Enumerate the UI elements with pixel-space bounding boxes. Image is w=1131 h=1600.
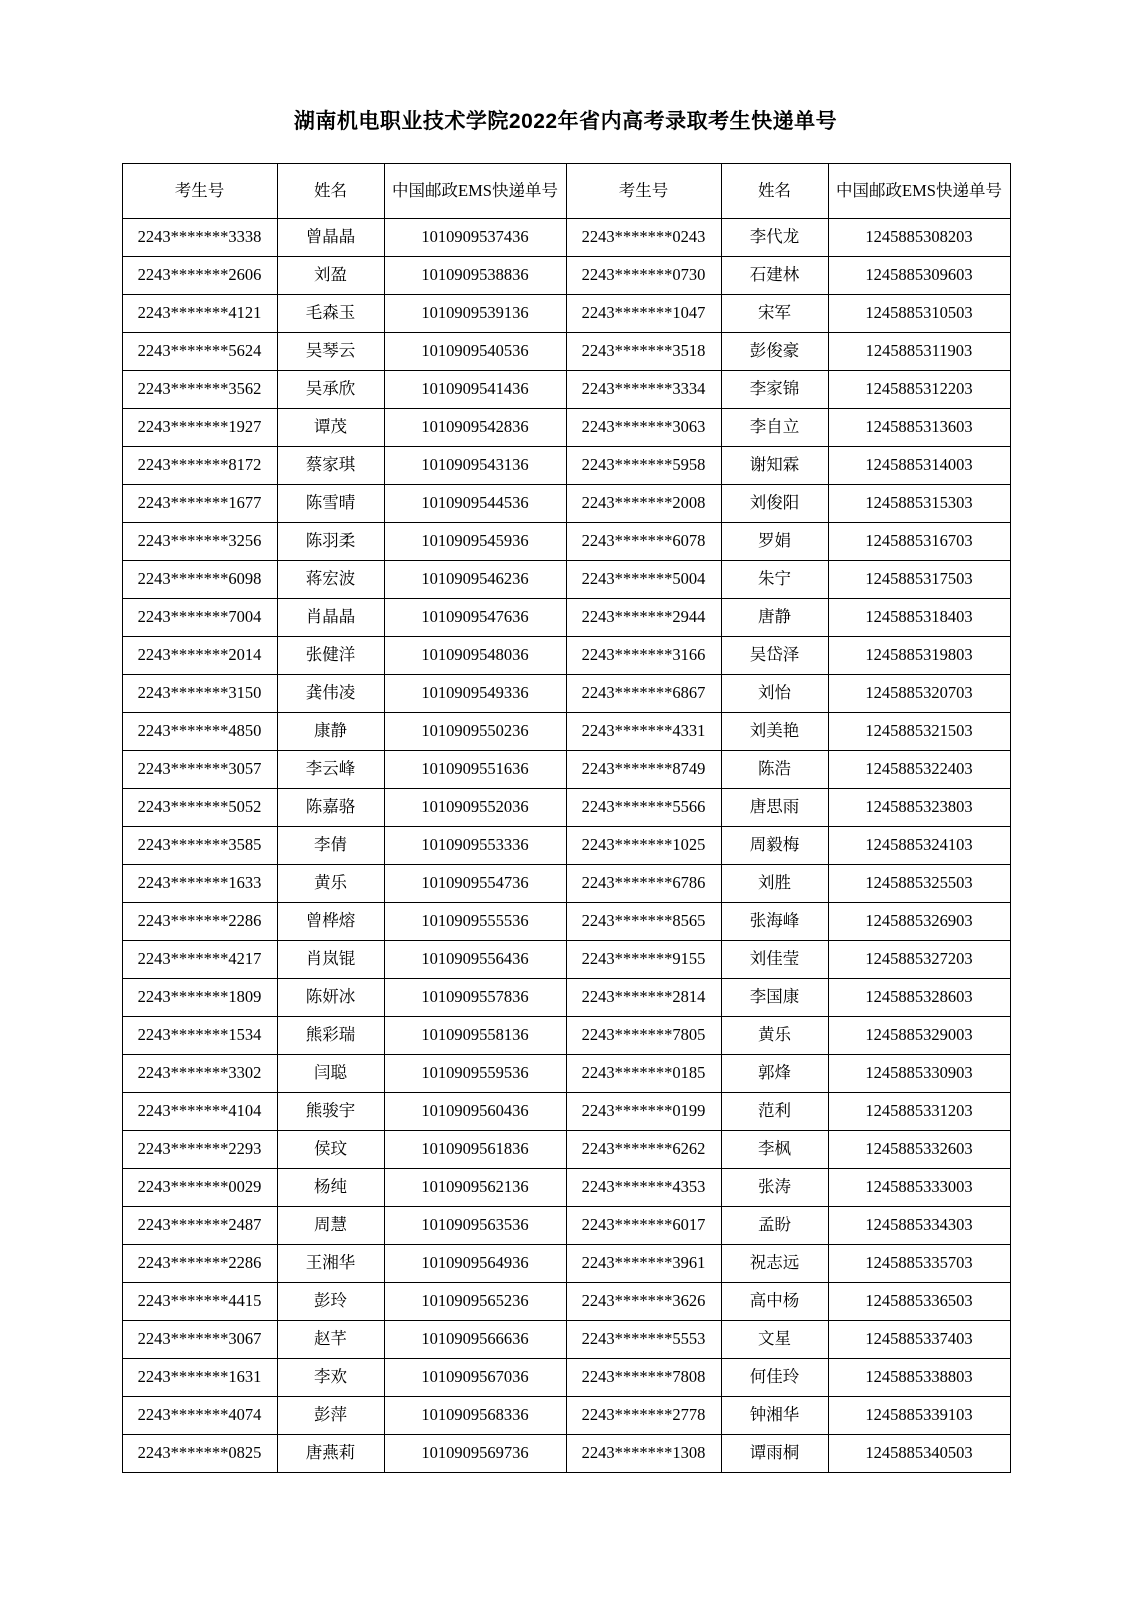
table-row — [122, 371, 1010, 409]
cell-exam-id-left: 2243*******4217 — [122, 941, 277, 979]
cell-name-right: 彭俊豪 — [721, 333, 828, 371]
table-row — [122, 219, 1010, 257]
cell-exam-id-left: 2243*******3302 — [122, 1055, 277, 1093]
cell-exam-id-right: 2243*******0199 — [566, 1093, 721, 1131]
cell-name-right: 刘佳莹 — [721, 941, 828, 979]
cell-ems-left: 1010909554736 — [384, 865, 566, 903]
cell-ems-right: 1245885310503 — [828, 295, 1010, 333]
cell-ems-left: 1010909543136 — [384, 447, 566, 485]
cell-ems-right: 1245885308203 — [828, 219, 1010, 257]
cell-exam-id-right: 2243*******2008 — [566, 485, 721, 523]
cell-exam-id-right: 2243*******2814 — [566, 979, 721, 1017]
cell-exam-id-left: 2243*******0029 — [122, 1169, 277, 1207]
cell-name-right: 钟湘华 — [721, 1397, 828, 1435]
cell-exam-id-left: 2243*******2487 — [122, 1207, 277, 1245]
table-header-row — [122, 164, 1010, 219]
cell-exam-id-left: 2243*******4415 — [122, 1283, 277, 1321]
cell-ems-right: 1245885326903 — [828, 903, 1010, 941]
cell-exam-id-right: 2243*******8749 — [566, 751, 721, 789]
table-row — [122, 637, 1010, 675]
cell-ems-right: 1245885316703 — [828, 523, 1010, 561]
cell-ems-left: 1010909560436 — [384, 1093, 566, 1131]
cell-name-left: 龚伟凌 — [277, 675, 384, 713]
cell-name-right: 李自立 — [721, 409, 828, 447]
cell-exam-id-left: 2243*******1534 — [122, 1017, 277, 1055]
cell-ems-left: 1010909561836 — [384, 1131, 566, 1169]
cell-exam-id-left: 2243*******7004 — [122, 599, 277, 637]
cell-name-right: 李枫 — [721, 1131, 828, 1169]
table-row — [122, 599, 1010, 637]
cell-exam-id-right: 2243*******5566 — [566, 789, 721, 827]
cell-exam-id-left: 2243*******8172 — [122, 447, 277, 485]
cell-exam-id-right: 2243*******6078 — [566, 523, 721, 561]
cell-name-left: 李倩 — [277, 827, 384, 865]
cell-name-right: 周毅梅 — [721, 827, 828, 865]
cell-ems-left: 1010909568336 — [384, 1397, 566, 1435]
cell-ems-left: 1010909544536 — [384, 485, 566, 523]
cell-name-left: 肖岚锟 — [277, 941, 384, 979]
cell-exam-id-right: 2243*******1047 — [566, 295, 721, 333]
cell-name-right: 范利 — [721, 1093, 828, 1131]
cell-ems-left: 1010909548036 — [384, 637, 566, 675]
cell-exam-id-left: 2243*******2286 — [122, 1245, 277, 1283]
cell-ems-right: 1245885330903 — [828, 1055, 1010, 1093]
cell-name-right: 陈浩 — [721, 751, 828, 789]
cell-exam-id-right: 2243*******6017 — [566, 1207, 721, 1245]
cell-ems-left: 1010909566636 — [384, 1321, 566, 1359]
cell-name-right: 张涛 — [721, 1169, 828, 1207]
cell-ems-left: 1010909563536 — [384, 1207, 566, 1245]
cell-exam-id-right: 2243*******3063 — [566, 409, 721, 447]
cell-name-right: 张海峰 — [721, 903, 828, 941]
cell-ems-right: 1245885338803 — [828, 1359, 1010, 1397]
cell-ems-right: 1245885336503 — [828, 1283, 1010, 1321]
cell-name-left: 熊骏宇 — [277, 1093, 384, 1131]
cell-name-right: 高中杨 — [721, 1283, 828, 1321]
cell-name-right: 朱宁 — [721, 561, 828, 599]
cell-exam-id-left: 2243*******2014 — [122, 637, 277, 675]
cell-exam-id-right: 2243*******5553 — [566, 1321, 721, 1359]
cell-ems-left: 1010909565236 — [384, 1283, 566, 1321]
cell-ems-right: 1245885328603 — [828, 979, 1010, 1017]
cell-exam-id-right: 2243*******9155 — [566, 941, 721, 979]
cell-ems-right: 1245885314003 — [828, 447, 1010, 485]
column-header-name-left: 姓名 — [277, 164, 384, 219]
cell-exam-id-right: 2243*******3961 — [566, 1245, 721, 1283]
cell-name-left: 张健洋 — [277, 637, 384, 675]
cell-name-right: 文星 — [721, 1321, 828, 1359]
cell-ems-right: 1245885324103 — [828, 827, 1010, 865]
cell-name-right: 唐静 — [721, 599, 828, 637]
cell-name-left: 吴琴云 — [277, 333, 384, 371]
cell-exam-id-left: 2243*******3256 — [122, 523, 277, 561]
cell-ems-left: 1010909557836 — [384, 979, 566, 1017]
table-row — [122, 979, 1010, 1017]
cell-name-right: 祝志远 — [721, 1245, 828, 1283]
cell-exam-id-right: 2243*******1025 — [566, 827, 721, 865]
cell-ems-right: 1245885317503 — [828, 561, 1010, 599]
cell-ems-right: 1245885340503 — [828, 1435, 1010, 1473]
cell-ems-left: 1010909562136 — [384, 1169, 566, 1207]
cell-name-left: 肖晶晶 — [277, 599, 384, 637]
cell-name-right: 宋军 — [721, 295, 828, 333]
cell-ems-right: 1245885327203 — [828, 941, 1010, 979]
cell-name-right: 罗娟 — [721, 523, 828, 561]
cell-ems-left: 1010909559536 — [384, 1055, 566, 1093]
cell-name-left: 李云峰 — [277, 751, 384, 789]
cell-name-left: 陈嘉骆 — [277, 789, 384, 827]
cell-ems-left: 1010909540536 — [384, 333, 566, 371]
cell-exam-id-left: 2243*******2293 — [122, 1131, 277, 1169]
cell-name-right: 谭雨桐 — [721, 1435, 828, 1473]
cell-name-right: 刘胜 — [721, 865, 828, 903]
table-row — [122, 1435, 1010, 1473]
cell-ems-right: 1245885319803 — [828, 637, 1010, 675]
cell-ems-left: 1010909538836 — [384, 257, 566, 295]
cell-name-left: 陈羽柔 — [277, 523, 384, 561]
cell-ems-right: 1245885320703 — [828, 675, 1010, 713]
cell-name-left: 王湘华 — [277, 1245, 384, 1283]
cell-ems-left: 1010909539136 — [384, 295, 566, 333]
cell-name-left: 曾桦熔 — [277, 903, 384, 941]
cell-ems-right: 1245885322403 — [828, 751, 1010, 789]
cell-exam-id-right: 2243*******0243 — [566, 219, 721, 257]
cell-exam-id-left: 2243*******3338 — [122, 219, 277, 257]
table-row — [122, 789, 1010, 827]
cell-name-right: 郭烽 — [721, 1055, 828, 1093]
cell-ems-right: 1245885323803 — [828, 789, 1010, 827]
table-row — [122, 447, 1010, 485]
table-row — [122, 1055, 1010, 1093]
table-row — [122, 333, 1010, 371]
cell-name-right: 孟盼 — [721, 1207, 828, 1245]
cell-exam-id-right: 2243*******6262 — [566, 1131, 721, 1169]
table-row — [122, 827, 1010, 865]
column-header-name-right: 姓名 — [721, 164, 828, 219]
cell-ems-left: 1010909553336 — [384, 827, 566, 865]
cell-exam-id-right: 2243*******5958 — [566, 447, 721, 485]
cell-name-left: 黄乐 — [277, 865, 384, 903]
cell-exam-id-left: 2243*******1677 — [122, 485, 277, 523]
cell-exam-id-right: 2243*******4353 — [566, 1169, 721, 1207]
cell-name-left: 刘盈 — [277, 257, 384, 295]
cell-exam-id-right: 2243*******6786 — [566, 865, 721, 903]
cell-name-left: 赵芊 — [277, 1321, 384, 1359]
cell-name-right: 唐思雨 — [721, 789, 828, 827]
table-row — [122, 675, 1010, 713]
cell-exam-id-left: 2243*******2606 — [122, 257, 277, 295]
cell-ems-left: 1010909567036 — [384, 1359, 566, 1397]
cell-name-right: 李国康 — [721, 979, 828, 1017]
table-container — [122, 163, 1010, 1473]
cell-name-left: 蒋宏波 — [277, 561, 384, 599]
cell-ems-right: 1245885335703 — [828, 1245, 1010, 1283]
cell-exam-id-right: 2243*******7808 — [566, 1359, 721, 1397]
table-row — [122, 865, 1010, 903]
cell-name-left: 曾晶晶 — [277, 219, 384, 257]
cell-exam-id-left: 2243*******1633 — [122, 865, 277, 903]
cell-ems-right: 1245885321503 — [828, 713, 1010, 751]
cell-name-left: 杨纯 — [277, 1169, 384, 1207]
cell-name-left: 侯玟 — [277, 1131, 384, 1169]
cell-name-right: 刘美艳 — [721, 713, 828, 751]
cell-exam-id-left: 2243*******1927 — [122, 409, 277, 447]
cell-name-left: 陈妍冰 — [277, 979, 384, 1017]
cell-exam-id-left: 2243*******5624 — [122, 333, 277, 371]
cell-ems-left: 1010909569736 — [384, 1435, 566, 1473]
cell-exam-id-right: 2243*******0185 — [566, 1055, 721, 1093]
table-row — [122, 523, 1010, 561]
cell-ems-right: 1245885329003 — [828, 1017, 1010, 1055]
cell-exam-id-right: 2243*******8565 — [566, 903, 721, 941]
cell-ems-left: 1010909546236 — [384, 561, 566, 599]
cell-exam-id-left: 2243*******3067 — [122, 1321, 277, 1359]
cell-name-left: 彭萍 — [277, 1397, 384, 1435]
cell-ems-left: 1010909542836 — [384, 409, 566, 447]
cell-name-left: 康静 — [277, 713, 384, 751]
cell-ems-right: 1245885332603 — [828, 1131, 1010, 1169]
cell-ems-right: 1245885309603 — [828, 257, 1010, 295]
cell-exam-id-right: 2243*******3518 — [566, 333, 721, 371]
table-row — [122, 257, 1010, 295]
column-header-ems-left: 中国邮政EMS快递单号 — [384, 164, 566, 219]
table-row — [122, 485, 1010, 523]
cell-name-right: 黄乐 — [721, 1017, 828, 1055]
cell-name-right: 何佳玲 — [721, 1359, 828, 1397]
cell-exam-id-right: 2243*******3166 — [566, 637, 721, 675]
table-row — [122, 1207, 1010, 1245]
cell-exam-id-left: 2243*******4121 — [122, 295, 277, 333]
cell-exam-id-left: 2243*******3150 — [122, 675, 277, 713]
cell-name-left: 彭玲 — [277, 1283, 384, 1321]
table-row — [122, 295, 1010, 333]
cell-ems-right: 1245885333003 — [828, 1169, 1010, 1207]
cell-exam-id-right: 2243*******2778 — [566, 1397, 721, 1435]
cell-name-left: 闫聪 — [277, 1055, 384, 1093]
cell-name-right: 石建林 — [721, 257, 828, 295]
column-header-ems-right: 中国邮政EMS快递单号 — [828, 164, 1010, 219]
cell-ems-right: 1245885334303 — [828, 1207, 1010, 1245]
cell-ems-left: 1010909547636 — [384, 599, 566, 637]
table-row — [122, 1245, 1010, 1283]
cell-exam-id-left: 2243*******4104 — [122, 1093, 277, 1131]
cell-ems-right: 1245885312203 — [828, 371, 1010, 409]
cell-name-right: 吴岱泽 — [721, 637, 828, 675]
table-row — [122, 903, 1010, 941]
cell-ems-left: 1010909564936 — [384, 1245, 566, 1283]
table-row — [122, 1321, 1010, 1359]
cell-exam-id-left: 2243*******3585 — [122, 827, 277, 865]
table-header — [122, 164, 1010, 219]
column-header-exam-id-left: 考生号 — [122, 164, 277, 219]
cell-ems-left: 1010909558136 — [384, 1017, 566, 1055]
cell-ems-left: 1010909552036 — [384, 789, 566, 827]
cell-ems-left: 1010909537436 — [384, 219, 566, 257]
cell-ems-left: 1010909556436 — [384, 941, 566, 979]
express-number-table — [122, 163, 1011, 1473]
cell-ems-right: 1245885313603 — [828, 409, 1010, 447]
cell-exam-id-right: 2243*******2944 — [566, 599, 721, 637]
table-row — [122, 941, 1010, 979]
cell-ems-right: 1245885331203 — [828, 1093, 1010, 1131]
table-row — [122, 1397, 1010, 1435]
cell-name-right: 李代龙 — [721, 219, 828, 257]
cell-name-right: 刘俊阳 — [721, 485, 828, 523]
cell-exam-id-left: 2243*******4074 — [122, 1397, 277, 1435]
cell-name-right: 李家锦 — [721, 371, 828, 409]
cell-ems-left: 1010909545936 — [384, 523, 566, 561]
cell-exam-id-left: 2243*******3057 — [122, 751, 277, 789]
cell-ems-left: 1010909555536 — [384, 903, 566, 941]
table-row — [122, 1131, 1010, 1169]
cell-ems-left: 1010909549336 — [384, 675, 566, 713]
table-row — [122, 751, 1010, 789]
cell-exam-id-right: 2243*******0730 — [566, 257, 721, 295]
cell-name-left: 陈雪晴 — [277, 485, 384, 523]
cell-name-left: 毛森玉 — [277, 295, 384, 333]
cell-exam-id-left: 2243*******5052 — [122, 789, 277, 827]
cell-name-left: 唐燕莉 — [277, 1435, 384, 1473]
table-row — [122, 713, 1010, 751]
cell-exam-id-left: 2243*******2286 — [122, 903, 277, 941]
cell-exam-id-right: 2243*******3626 — [566, 1283, 721, 1321]
cell-exam-id-right: 2243*******4331 — [566, 713, 721, 751]
cell-ems-right: 1245885318403 — [828, 599, 1010, 637]
cell-exam-id-right: 2243*******1308 — [566, 1435, 721, 1473]
cell-name-left: 吴承欣 — [277, 371, 384, 409]
cell-name-left: 周慧 — [277, 1207, 384, 1245]
cell-ems-left: 1010909550236 — [384, 713, 566, 751]
cell-exam-id-right: 2243*******3334 — [566, 371, 721, 409]
page-title: 湖南机电职业技术学院2022年省内高考录取考生快递单号 — [293, 110, 838, 133]
cell-name-right: 谢知霖 — [721, 447, 828, 485]
cell-name-left: 李欢 — [277, 1359, 384, 1397]
cell-exam-id-left: 2243*******6098 — [122, 561, 277, 599]
cell-ems-right: 1245885311903 — [828, 333, 1010, 371]
cell-name-left: 熊彩瑞 — [277, 1017, 384, 1055]
cell-ems-right: 1245885325503 — [828, 865, 1010, 903]
cell-ems-left: 1010909541436 — [384, 371, 566, 409]
table-row — [122, 561, 1010, 599]
column-header-exam-id-right: 考生号 — [566, 164, 721, 219]
table-row — [122, 1093, 1010, 1131]
table-row — [122, 1017, 1010, 1055]
cell-exam-id-left: 2243*******0825 — [122, 1435, 277, 1473]
table-row — [122, 409, 1010, 447]
table-row — [122, 1169, 1010, 1207]
cell-ems-right: 1245885315303 — [828, 485, 1010, 523]
cell-ems-right: 1245885339103 — [828, 1397, 1010, 1435]
table-body — [122, 219, 1010, 1473]
cell-exam-id-left: 2243*******1631 — [122, 1359, 277, 1397]
table-row — [122, 1283, 1010, 1321]
cell-name-left: 蔡家琪 — [277, 447, 384, 485]
cell-exam-id-right: 2243*******5004 — [566, 561, 721, 599]
cell-ems-right: 1245885337403 — [828, 1321, 1010, 1359]
cell-exam-id-left: 2243*******4850 — [122, 713, 277, 751]
cell-exam-id-left: 2243*******1809 — [122, 979, 277, 1017]
cell-exam-id-left: 2243*******3562 — [122, 371, 277, 409]
cell-ems-left: 1010909551636 — [384, 751, 566, 789]
cell-exam-id-right: 2243*******7805 — [566, 1017, 721, 1055]
cell-exam-id-right: 2243*******6867 — [566, 675, 721, 713]
cell-name-right: 刘怡 — [721, 675, 828, 713]
table-row — [122, 1359, 1010, 1397]
cell-name-left: 谭茂 — [277, 409, 384, 447]
